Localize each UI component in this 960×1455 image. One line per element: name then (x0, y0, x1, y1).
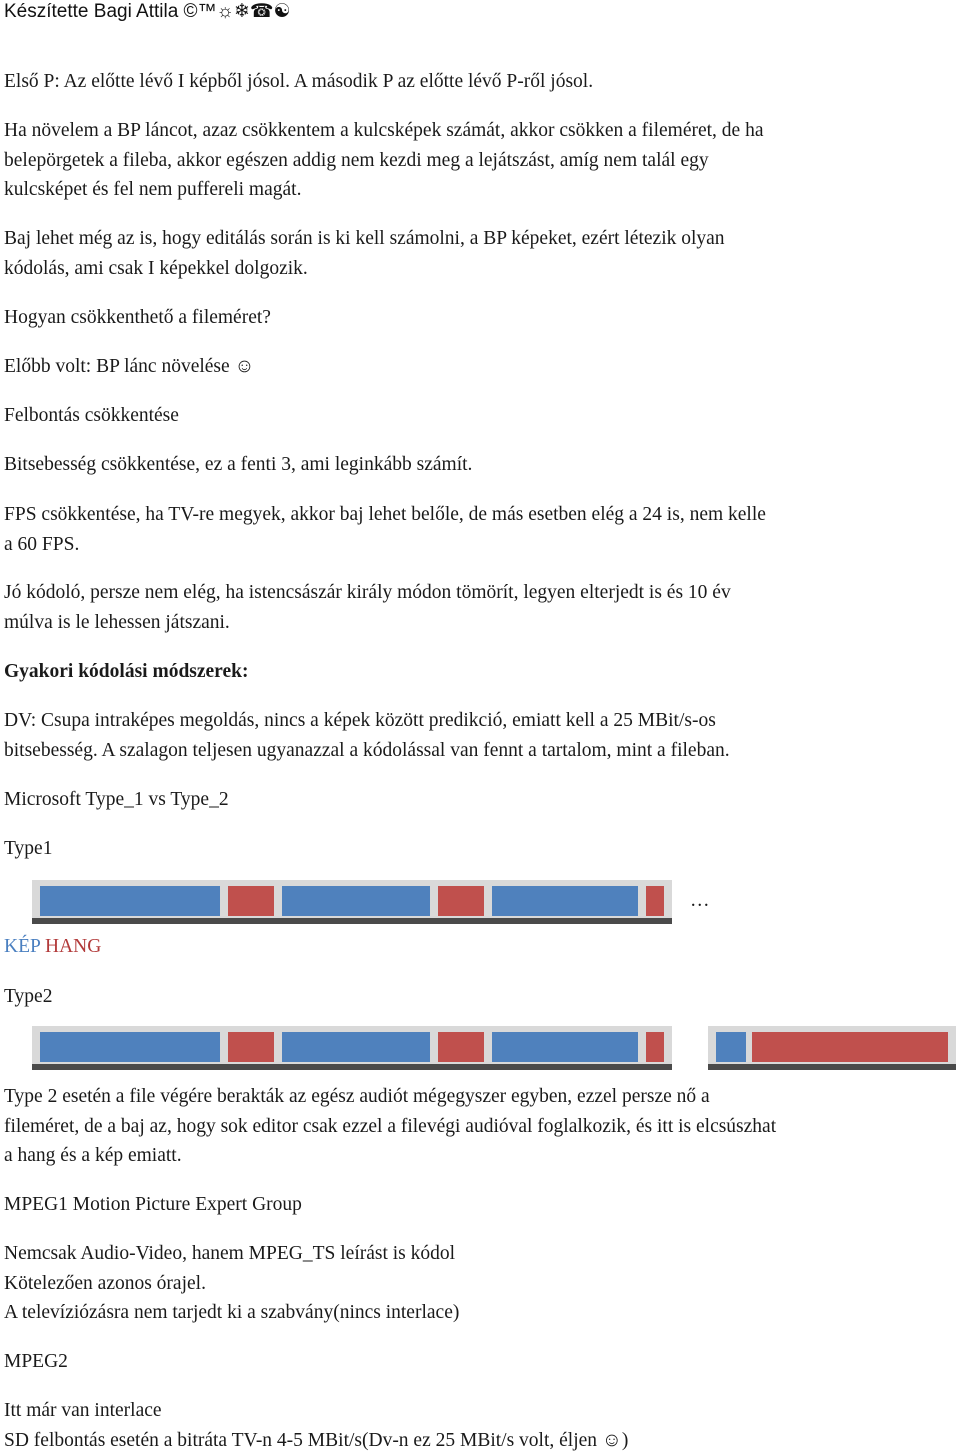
paragraph-mpeg1: MPEG1 Motion Picture Expert Group (4, 1194, 302, 1215)
video-segment (282, 886, 430, 916)
audio-segment (438, 1032, 484, 1062)
paragraph-mpeg2: MPEG2 (4, 1351, 68, 1372)
paragraph-fps: FPS csökkentése, ha TV-re megyek, akkor baj lehet belőle, de más esetben elég a 24 is, nem kelle a 60 FPS. (4, 504, 766, 555)
paragraph-bp-chain: Ha növelem a BP láncot, azaz csökkentem a kulcsképek számát, akkor csökken a fileméret, de ha belepörgetek a fileba, akkor egészen addig nem kezdi meg a lejátszást, amíg nem talál egy kulcsképet és fel nem puffereli magát. (4, 120, 764, 200)
paragraph-p-frames: Első P: Az előtte lévő I képből jósol. A második P az előtte lévő P-ről jósol. (4, 71, 594, 92)
legend (4, 932, 960, 962)
type2-strip (32, 1026, 672, 1070)
video-segment (40, 886, 220, 916)
video-segment (40, 1032, 220, 1062)
paragraph-bitrate: Bitsebesség csökkentése, ez a fenti 3, ami leginkább számít. (4, 454, 473, 475)
audio-segment (646, 1032, 664, 1062)
paragraph-editing: Baj lehet még az is, hogy editálás során is ki kell számolni, a BP képeket, ezért létezik olyan kódolás, ami csak I képekkel dolgozik. (4, 228, 725, 279)
video-segment (492, 1032, 638, 1062)
legend-kep: KÉP (4, 936, 41, 957)
audio-segment (438, 886, 484, 916)
audio-segment (228, 886, 274, 916)
paragraph-mpeg1-details: Nemcsak Audio-Video, hanem MPEG_TS leírást is kódol Kötelezően azonos órajel. A televíziózásra nem tarjedt ki a szabvány(nincs interlace) (4, 1243, 460, 1323)
paragraph-dv: DV: Csupa intraképes megoldás, nincs a képek között predikció, emiatt kell a 25 MBit/s-os bitsebesség. A szalagon teljesen ugyanazzal a kódolással van fennt a tartalom, mint a fileban. (4, 710, 730, 761)
type1-strip (32, 880, 672, 924)
video-segment (282, 1032, 430, 1062)
audio-segment (752, 1032, 948, 1062)
paragraph-question: Hogyan csökkenthető a fileméret? (4, 307, 271, 328)
paragraph-bp-increase: Előbb volt: BP lánc növelése ☺ (4, 356, 255, 377)
document-header: Készítette Bagi Attila ©™☼❄☎☯ (4, 1, 291, 22)
video-segment (492, 886, 638, 916)
paragraph-microsoft-types: Microsoft Type_1 vs Type_2 (4, 789, 229, 810)
type2-label: Type2 (4, 986, 53, 1007)
section-heading: Gyakori kódolási módszerek: (4, 661, 249, 682)
legend-hang: HANG (45, 936, 102, 957)
audio-segment (646, 886, 664, 916)
paragraph-type2: Type 2 esetén a file végére berakták az egész audiót mégegyszer egyben, ezzel persze nő a fileméret, de a baj az, hogy sok editor csak ezzel a filevégi audióval foglalkozik, és itt is elcsúszhat a hang és a kép emiatt. (4, 1086, 777, 1166)
paragraph-mpeg2-details: Itt már van interlace SD felbontás esetén a bitráta TV-n 4-5 MBit/s(Dv-n ez 25 MBit/s volt, éljen ☺) (4, 1400, 629, 1451)
type2-eof-audio-strip (708, 1026, 956, 1070)
video-segment (716, 1032, 746, 1062)
type1-label: Type1 (4, 838, 53, 859)
audio-segment (228, 1032, 274, 1062)
continuation-ellipsis: … (690, 890, 710, 911)
paragraph-resolution: Felbontás csökkentése (4, 405, 179, 426)
paragraph-encoder: Jó kódoló, persze nem elég, ha istencsászár király módon tömörít, legyen elterjedt is és 10 év múlva is le lehessen játszani. (4, 582, 731, 633)
